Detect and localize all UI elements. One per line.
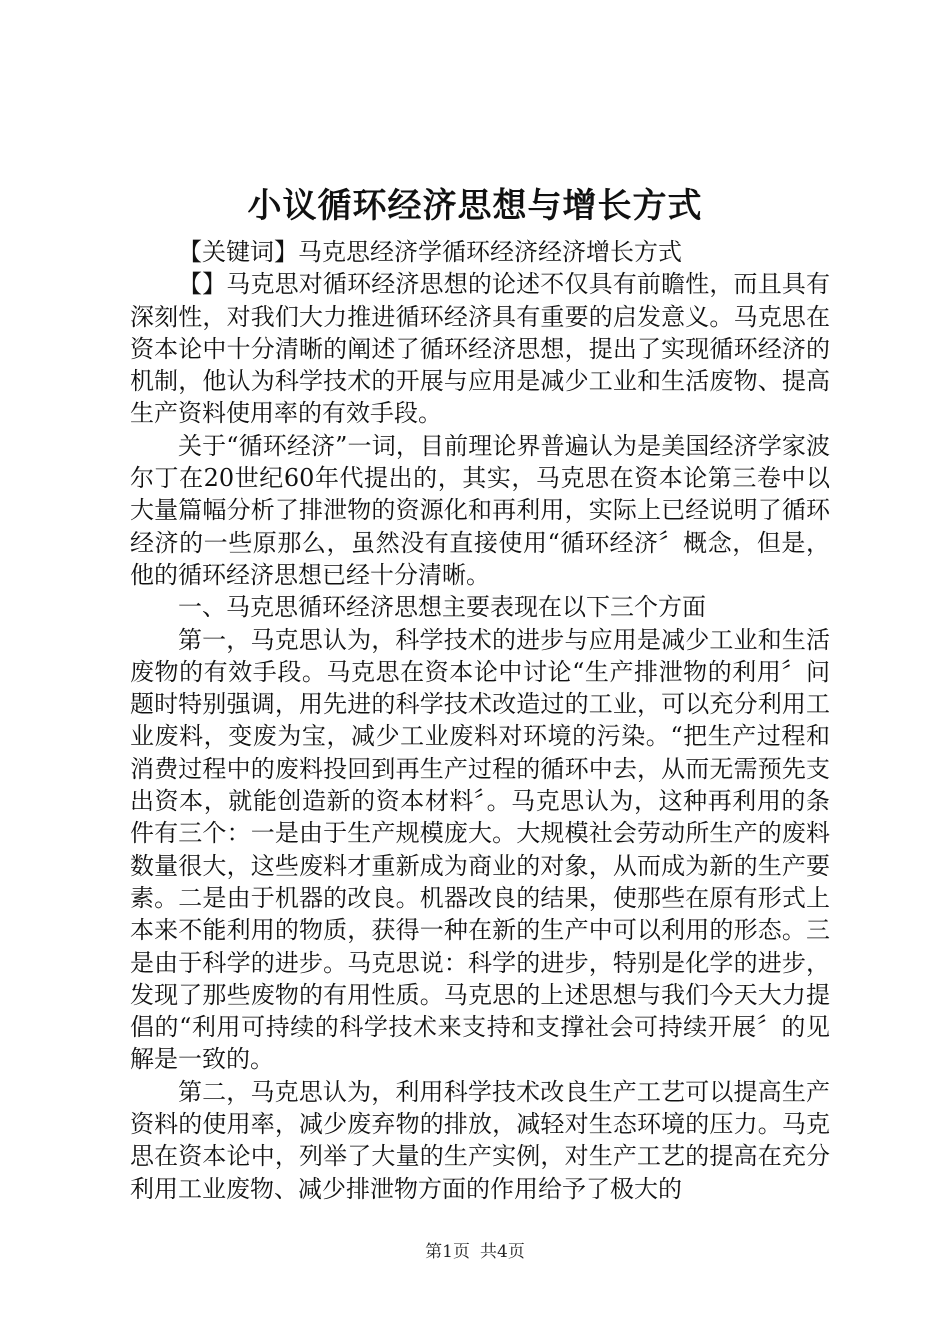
body-paragraph: 第二，马克思认为，利用科学技术改良生产工艺可以提高生产资料的使用率，减少废弃物的排放，减轻对生态环境的压力。马克思在资本论中，列举了大量的生产实例，对生产工艺的提高在充分利用工业废物、减少排泄物方面的作用给予了极大的: [130, 1077, 830, 1203]
body-paragraph: 第一，马克思认为，科学技术的进步与应用是减少工业和生活废物的有效手段。马克思在资本论中讨论“生产排泄物的利用〞问题时特别强调，用先进的科学技术改造过的工业，可以充分利用工业废料，变废为宝，减少工业废料对环境的污染。“把生产过程和消费过程中的废料投回到再生产过程的循环中去，从而无需预先支出资本，就能创造新的资本材料〞。马克思认为，这种再利用的条件有三个：一是由于生产规模庞大。大规模社会劳动所生产的废料数量很大，这些废料才重新成为商业的对象，从而成为新的生产要素。二是由于机器的改良。机器改良的结果，使那些在原有形式上本来不能利用的物质，获得一种在新的生产中可以利用的形态。三是由于科学的进步。马克思说：科学的进步，特别是化学的进步，发现了那些废物的有用性质。马克思的上述思想与我们今天大力提倡的“利用可持续的科学技术来支持和支撑社会可持续开展〞的见解是一致的。: [130, 625, 830, 1074]
page-footer: [0, 1240, 950, 1264]
document-body: [130, 236, 830, 1205]
page-number: 第1页: [425, 1242, 470, 1262]
page-total: 共4页: [480, 1242, 525, 1262]
document-title: 小议循环经济思想与增长方式: [247, 186, 703, 226]
body-paragraph: 关于“循环经济”一词，目前理论界普遍认为是美国经济学家波尔丁在20世纪60年代提出的，其实，马克思在资本论第三卷中以大量篇幅分析了排泄物的资源化和再利用，实际上已经说明了循环经济的一些原那么，虽然没有直接使用“循环经济〞概念，但是，他的循环经济思想已经十分清晰。: [130, 431, 830, 589]
section-heading: 一、马克思循环经济思想主要表现在以下三个方面: [178, 593, 706, 622]
abstract-paragraph: 【】马克思对循环经济思想的论述不仅具有前瞻性，而且具有深刻性，对我们大力推进循环经济具有重要的启发意义。马克思在资本论中十分清晰的阐述了循环经济思想，提出了实现循环经济的机制，他认为科学技术的开展与应用是减少工业和生活废物、提高生产资料使用率的有效手段。: [130, 270, 830, 428]
keywords-paragraph: 【关键词】马克思经济学循环经济经济增长方式: [178, 238, 682, 266]
